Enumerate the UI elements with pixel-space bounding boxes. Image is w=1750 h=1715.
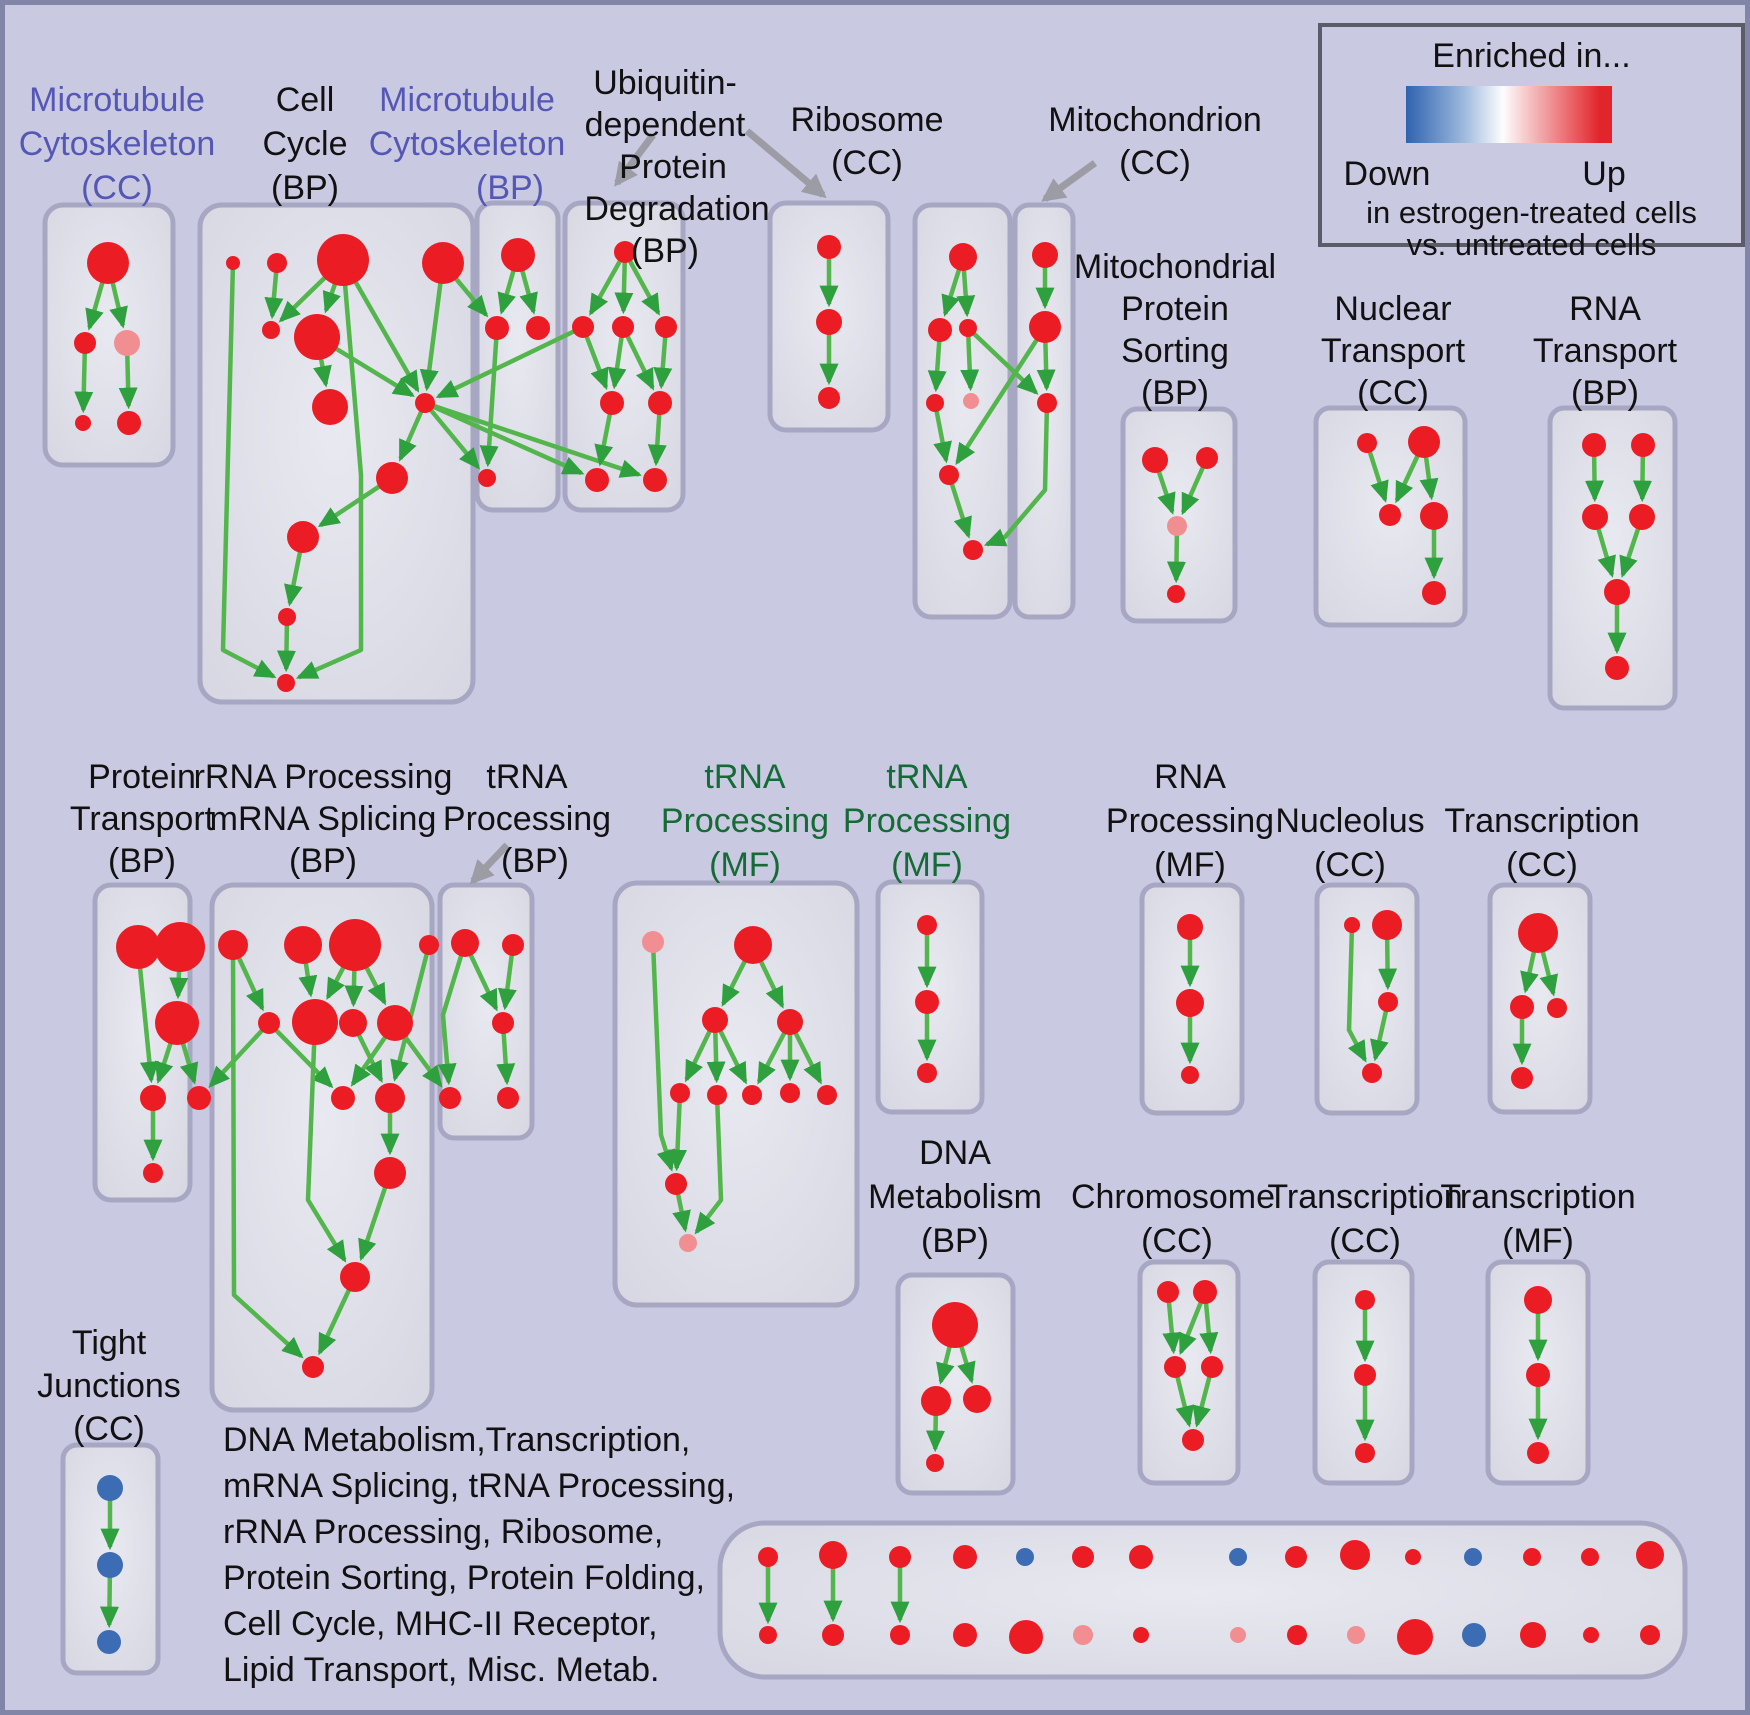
go-term-node-lb9[interactable] <box>1287 1625 1307 1645</box>
go-term-node-y1[interactable] <box>1355 1290 1375 1310</box>
go-term-node-lt6[interactable] <box>1072 1546 1094 1568</box>
misc-text-line: Protein Sorting, Protein Folding, <box>223 1559 705 1597</box>
cluster-label: Microtubule <box>379 81 555 119</box>
go-term-node-g3[interactable] <box>917 1063 937 1083</box>
legend-down-label: Down <box>1343 155 1431 193</box>
cluster-box-misc-row <box>720 1523 1685 1677</box>
go-term-node-lt13[interactable] <box>1523 1548 1541 1566</box>
go-term-node-q3[interactable] <box>1181 1066 1199 1084</box>
cluster-label: (BP) <box>476 169 544 207</box>
go-term-node-lt14[interactable] <box>1581 1548 1599 1566</box>
go-term-node-h1[interactable] <box>1157 1281 1179 1303</box>
cluster-box-rrna-mrna <box>212 885 432 1410</box>
go-term-node-lb8[interactable] <box>1230 1627 1246 1643</box>
go-term-node-y2[interactable] <box>1354 1364 1376 1386</box>
legend-subtitle-2: vs. untreated cells <box>1406 227 1657 262</box>
edge-r3-r5 <box>968 328 970 388</box>
cluster-label: Nuclear <box>1334 290 1452 328</box>
go-term-node-f4[interactable] <box>777 1009 803 1035</box>
go-term-node-p3[interactable] <box>155 1001 199 1045</box>
go-term-node-c8[interactable] <box>415 393 435 413</box>
cluster-label: (MF) <box>1154 846 1226 884</box>
go-term-node-c4[interactable] <box>422 242 464 284</box>
go-term-node-lt2[interactable] <box>819 1541 847 1569</box>
go-term-node-f11[interactable] <box>679 1234 697 1252</box>
cluster-label: (CC) <box>1329 1222 1401 1260</box>
cluster-label: (BP) <box>289 842 357 880</box>
go-term-node-a4[interactable] <box>478 469 496 487</box>
cluster-label: (CC) <box>1314 846 1386 884</box>
go-term-node-o3[interactable] <box>1378 992 1398 1012</box>
go-term-node-lt7[interactable] <box>1129 1545 1153 1569</box>
go-term-node-lb14[interactable] <box>1583 1627 1599 1643</box>
go-term-node-p4[interactable] <box>140 1085 166 1111</box>
go-term-node-h3[interactable] <box>1164 1356 1186 1378</box>
go-term-node-x2[interactable] <box>1510 995 1534 1019</box>
go-term-node-r1[interactable] <box>949 243 977 271</box>
cluster-label: Microtubule <box>29 81 205 119</box>
go-term-node-rr6[interactable] <box>292 999 338 1045</box>
go-term-node-rr4[interactable] <box>419 935 439 955</box>
cluster-label: (CC) <box>831 144 903 182</box>
cluster-label: Protein <box>88 758 196 796</box>
go-term-node-u3[interactable] <box>818 387 840 409</box>
go-term-node-o2[interactable] <box>1372 910 1402 940</box>
cluster-label: (BP) <box>631 232 699 270</box>
cluster-label: (MF) <box>1502 1222 1574 1260</box>
go-term-node-n3[interactable] <box>114 330 140 356</box>
go-term-node-j1[interactable] <box>97 1475 123 1501</box>
go-term-node-b5[interactable] <box>600 391 624 415</box>
cluster-label: Transcription <box>1267 1178 1463 1216</box>
go-term-node-rr12[interactable] <box>340 1262 370 1292</box>
go-term-node-p6[interactable] <box>143 1163 163 1183</box>
go-term-node-n5[interactable] <box>117 411 141 435</box>
go-term-node-u2[interactable] <box>816 309 842 335</box>
cluster-label: Cytoskeleton <box>18 125 216 163</box>
go-term-node-rr10[interactable] <box>375 1083 405 1113</box>
cluster-label: Nucleolus <box>1275 802 1425 840</box>
cluster-label: Junctions <box>37 1367 181 1405</box>
go-term-node-rr1[interactable] <box>218 930 248 960</box>
go-term-node-f10[interactable] <box>665 1173 687 1195</box>
go-term-node-v5[interactable] <box>1422 581 1446 605</box>
cluster-label: Ribosome <box>790 101 944 139</box>
go-term-node-lt11[interactable] <box>1405 1549 1421 1565</box>
go-term-node-f7[interactable] <box>742 1085 762 1105</box>
go-term-node-rr11[interactable] <box>374 1157 406 1189</box>
cluster-label: (CC) <box>1506 846 1578 884</box>
go-term-node-m1[interactable] <box>1032 242 1058 268</box>
go-term-node-s4[interactable] <box>1167 585 1185 603</box>
go-term-node-w3[interactable] <box>1582 504 1608 530</box>
cluster-label: RNA <box>1569 290 1641 328</box>
go-term-node-g2[interactable] <box>915 990 939 1014</box>
cluster-label: tRNA <box>886 758 968 796</box>
cluster-label: (BP) <box>1571 374 1639 412</box>
go-term-node-c11[interactable] <box>278 608 296 626</box>
cluster-label: (CC) <box>1357 374 1429 412</box>
go-term-node-lb4[interactable] <box>953 1623 977 1647</box>
cluster-label: (CC) <box>73 1410 145 1448</box>
legend-up-label: Up <box>1582 155 1626 193</box>
go-term-node-a3[interactable] <box>526 316 550 340</box>
go-term-node-c1[interactable] <box>226 256 240 270</box>
misc-clusters-text <box>223 1417 783 1693</box>
go-term-node-q2[interactable] <box>1176 989 1204 1017</box>
cluster-label: tRNA <box>486 758 568 796</box>
cluster-label: Sorting <box>1121 332 1229 370</box>
cluster-label: Protein <box>1121 290 1229 328</box>
go-term-node-c6[interactable] <box>294 314 340 360</box>
go-term-node-n1[interactable] <box>87 242 129 284</box>
legend-subtitle-1: in estrogen-treated cells <box>1366 195 1697 230</box>
go-term-node-o1[interactable] <box>1344 917 1360 933</box>
cluster-label: Processing <box>442 800 612 838</box>
go-term-node-r3[interactable] <box>959 319 977 337</box>
go-term-node-p2[interactable] <box>155 922 205 972</box>
go-term-node-s2[interactable] <box>1196 447 1218 469</box>
go-term-node-w4[interactable] <box>1629 504 1655 530</box>
cluster-label: Transcription <box>1444 802 1640 840</box>
go-term-node-t5[interactable] <box>492 1012 514 1034</box>
go-term-node-d3[interactable] <box>963 1385 991 1413</box>
go-term-node-q1[interactable] <box>1177 914 1203 940</box>
cluster-label: (CC) <box>1141 1222 1213 1260</box>
go-term-node-lb12[interactable] <box>1462 1623 1486 1647</box>
cluster-label: (BP) <box>1141 374 1209 412</box>
go-term-node-a1[interactable] <box>501 238 535 272</box>
go-term-node-lb7[interactable] <box>1133 1627 1149 1643</box>
go-term-node-r6[interactable] <box>939 465 959 485</box>
go-term-node-u1[interactable] <box>817 235 841 259</box>
cluster-label: Processing <box>660 802 830 840</box>
misc-text-line: mRNA Splicing, tRNA Processing, <box>223 1467 736 1505</box>
go-term-node-w1[interactable] <box>1582 433 1606 457</box>
go-term-node-t1[interactable] <box>451 929 479 957</box>
cluster-label: (CC) <box>81 169 153 207</box>
go-term-node-c12[interactable] <box>277 674 295 692</box>
go-term-node-d2[interactable] <box>921 1386 951 1416</box>
go-term-node-c10[interactable] <box>287 521 319 553</box>
go-term-node-j3[interactable] <box>97 1630 121 1654</box>
go-term-node-s1[interactable] <box>1142 447 1168 473</box>
go-term-node-rr5[interactable] <box>258 1012 280 1034</box>
cluster-label: Transcription <box>1440 1178 1636 1216</box>
go-term-node-f6[interactable] <box>707 1085 727 1105</box>
go-term-node-f2[interactable] <box>734 926 772 964</box>
label-pointer-arrow-mitochondrion-to-box <box>1045 163 1095 199</box>
cluster-label: (BP) <box>501 842 569 880</box>
label-pointer-arrow-ubiquitin-to-box2 <box>747 131 823 195</box>
go-term-node-lb6[interactable] <box>1073 1625 1093 1645</box>
go-term-node-n4[interactable] <box>75 415 91 431</box>
go-term-node-t3[interactable] <box>439 1087 461 1109</box>
go-term-node-x1[interactable] <box>1518 913 1558 953</box>
go-term-node-m3[interactable] <box>1037 393 1057 413</box>
go-term-node-x4[interactable] <box>1511 1067 1533 1089</box>
go-term-node-p1[interactable] <box>116 925 160 969</box>
go-term-node-v2[interactable] <box>1408 426 1440 458</box>
go-term-node-h4[interactable] <box>1201 1356 1223 1378</box>
go-term-node-o4[interactable] <box>1362 1063 1382 1083</box>
go-term-node-b8[interactable] <box>643 468 667 492</box>
go-term-node-x3[interactable] <box>1547 998 1567 1018</box>
cluster-label: Mitochondrial <box>1073 248 1277 286</box>
go-term-node-y3[interactable] <box>1355 1443 1375 1463</box>
go-term-node-lb10[interactable] <box>1347 1626 1365 1644</box>
go-term-node-rr9[interactable] <box>331 1086 355 1110</box>
legend-title: Enriched in... <box>1432 37 1631 75</box>
go-term-node-h5[interactable] <box>1182 1429 1204 1451</box>
go-term-node-lt12[interactable] <box>1464 1548 1482 1566</box>
go-term-node-d4[interactable] <box>926 1454 944 1472</box>
cluster-label: (BP) <box>271 169 339 207</box>
go-term-node-v4[interactable] <box>1420 502 1448 530</box>
go-term-node-m2[interactable] <box>1029 311 1061 343</box>
go-term-node-p5[interactable] <box>187 1086 211 1110</box>
cluster-label: Processing <box>842 802 1012 840</box>
go-term-node-t4[interactable] <box>497 1087 519 1109</box>
go-term-node-lb11[interactable] <box>1397 1619 1433 1655</box>
cluster-label: Metabolism <box>868 1178 1042 1216</box>
go-term-node-lb15[interactable] <box>1640 1625 1660 1645</box>
go-term-node-t2[interactable] <box>502 934 524 956</box>
go-term-node-w6[interactable] <box>1605 656 1629 680</box>
cluster-label: rRNA Processing <box>193 758 453 796</box>
cluster-label: Cycle <box>262 125 348 163</box>
cluster-label: Transport <box>1320 332 1466 370</box>
cluster-label: Chromosome <box>1070 1178 1276 1216</box>
legend <box>1318 23 1745 262</box>
cluster-label: (BP) <box>108 842 176 880</box>
go-term-node-lb2[interactable] <box>822 1624 844 1646</box>
go-term-node-z1[interactable] <box>1524 1286 1552 1314</box>
go-term-node-rr7[interactable] <box>339 1009 367 1037</box>
go-term-node-c9[interactable] <box>376 462 408 494</box>
go-term-node-lt3[interactable] <box>889 1546 911 1568</box>
go-term-node-c2[interactable] <box>267 253 287 273</box>
go-term-node-rr8[interactable] <box>377 1005 413 1041</box>
cluster-label: Protein <box>619 148 727 186</box>
cluster-label: mRNA Splicing <box>209 800 437 838</box>
go-term-node-lt8[interactable] <box>1229 1548 1247 1566</box>
cluster-label: RNA <box>1154 758 1226 796</box>
go-term-node-b6[interactable] <box>648 391 672 415</box>
go-term-node-v1[interactable] <box>1357 433 1377 453</box>
cluster-label: dependent <box>584 106 746 144</box>
cluster-label: (MF) <box>891 846 963 884</box>
go-term-node-lb5[interactable] <box>1009 1620 1043 1654</box>
cluster-label: Cytoskeleton <box>368 125 566 163</box>
go-term-node-c5[interactable] <box>262 321 280 339</box>
go-term-node-lt9[interactable] <box>1285 1546 1307 1568</box>
go-term-node-a2[interactable] <box>485 316 509 340</box>
go-term-node-z3[interactable] <box>1527 1442 1549 1464</box>
cluster-label: DNA <box>919 1134 991 1172</box>
go-term-node-r7[interactable] <box>963 540 983 560</box>
go-term-node-b4[interactable] <box>655 316 677 338</box>
misc-text-line: rRNA Processing, Ribosome, <box>223 1513 664 1551</box>
cluster-label: Cell <box>275 81 335 119</box>
go-term-node-n2[interactable] <box>74 332 96 354</box>
cluster-label: Processing <box>1105 802 1275 840</box>
go-term-node-lt4[interactable] <box>953 1545 977 1569</box>
go-term-node-rr2[interactable] <box>284 926 322 964</box>
go-term-node-lt5[interactable] <box>1016 1548 1034 1566</box>
go-term-node-rr13[interactable] <box>302 1356 324 1378</box>
misc-text-line: DNA Metabolism,Transcription, <box>223 1421 691 1459</box>
cluster-label: tRNA <box>704 758 786 796</box>
cluster-label: (MF) <box>709 846 781 884</box>
go-term-node-s3[interactable] <box>1167 516 1187 536</box>
cluster-label: (CC) <box>1119 144 1191 182</box>
go-term-node-g1[interactable] <box>917 915 937 935</box>
cluster-label: Transport <box>69 800 215 838</box>
go-term-node-d1[interactable] <box>932 1302 978 1348</box>
go-term-node-lb13[interactable] <box>1520 1622 1546 1648</box>
go-term-node-lt10[interactable] <box>1340 1540 1370 1570</box>
go-term-node-b3[interactable] <box>612 316 634 338</box>
cluster-label: Transport <box>1532 332 1678 370</box>
go-term-node-f9[interactable] <box>817 1085 837 1105</box>
go-term-node-b2[interactable] <box>572 316 594 338</box>
go-term-node-h2[interactable] <box>1193 1280 1217 1304</box>
cluster-label: (BP) <box>921 1222 989 1260</box>
go-term-node-lt15[interactable] <box>1636 1541 1664 1569</box>
go-term-node-c3[interactable] <box>317 234 369 286</box>
go-term-node-r2[interactable] <box>928 318 952 342</box>
cluster-label: Mitochondrion <box>1048 101 1262 139</box>
go-term-node-r5[interactable] <box>963 393 979 409</box>
go-term-node-w2[interactable] <box>1631 433 1655 457</box>
go-term-node-f3[interactable] <box>702 1007 728 1033</box>
misc-text-line: Cell Cycle, MHC-II Receptor, <box>223 1605 658 1643</box>
go-term-node-f5[interactable] <box>670 1083 690 1103</box>
cluster-label: Degradation <box>584 190 770 228</box>
go-term-node-rr3[interactable] <box>329 919 381 971</box>
cluster-label: Tight <box>71 1324 147 1362</box>
go-term-node-f1[interactable] <box>642 931 664 953</box>
go-term-node-b7[interactable] <box>585 468 609 492</box>
go-term-node-lb3[interactable] <box>890 1625 910 1645</box>
legend-gradient-bar <box>1406 86 1612 143</box>
cluster-label: Ubiquitin- <box>593 64 737 102</box>
go-term-node-j2[interactable] <box>97 1552 123 1578</box>
go-term-node-v3[interactable] <box>1379 504 1401 526</box>
go-term-node-r4[interactable] <box>926 394 944 412</box>
misc-text-line: Lipid Transport, Misc. Metab. <box>223 1651 660 1689</box>
go-term-node-z2[interactable] <box>1526 1363 1550 1387</box>
go-term-node-f8[interactable] <box>780 1083 800 1103</box>
go-term-node-w5[interactable] <box>1604 579 1630 605</box>
go-term-node-c7[interactable] <box>312 389 348 425</box>
